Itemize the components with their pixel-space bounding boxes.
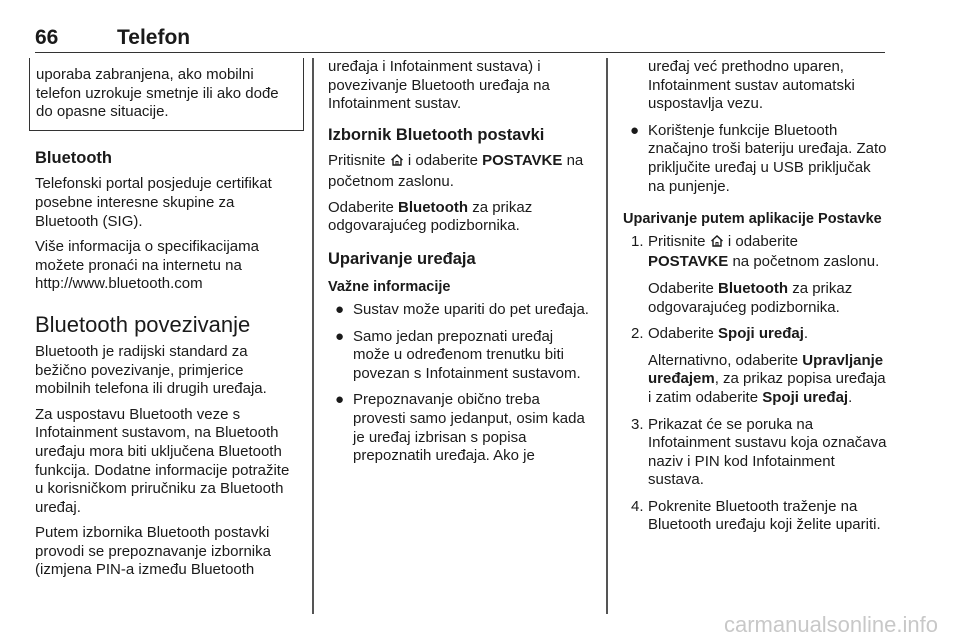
list-item-text: Samo jedan prepoznati uređaj može u određenom trenutku biti povezan s Infotainment sustavom. <box>353 327 581 382</box>
paragraph: Za uspostavu Bluetooth veze s Infotainment sustavom, na Bluetooth uređaju mora biti uključena Bluetooth funkcija. Dodatne informacije potražite u korisničkom priručniku za Bluetooth uređaj. <box>35 405 290 516</box>
text: Odaberite <box>648 279 714 297</box>
bold-text: POSTAVKE <box>482 152 563 170</box>
text: . <box>848 388 853 406</box>
app-pairing-heading: Uparivanje putem aplikacije Postavke <box>623 211 882 228</box>
step-text: Prikazat će se poruka na Infotainment sustavu koja označava naziv i PIN kod Infotainment sustava. <box>648 415 887 489</box>
column-1 <box>35 58 298 587</box>
step-number: 3. <box>631 415 644 433</box>
list-item-text: Korištenje funkcije Bluetooth značajno troši bateriju uređaja. Zato priključite uređaj u USB priključak na punjenje. <box>648 121 887 195</box>
important-heading: Važne informacije <box>328 279 451 296</box>
column-divider <box>606 58 608 614</box>
step-number: 1. <box>631 232 644 250</box>
paragraph: Putem izbornika Bluetooth postavki provodi se prepoznavanje izbornika (izmjena PIN-a između Bluetooth <box>35 524 271 579</box>
text: na početnom zaslonu. <box>328 152 584 190</box>
list-item-text: Sustav može upariti do pet uređaja. <box>353 300 589 318</box>
step-2-detail <box>623 352 888 408</box>
warning-text: uporaba zabranjena, ako mobilni telefon uzrokuje smetnje ili ako dođe do opasne situacije. <box>36 66 279 121</box>
text: Odaberite <box>648 325 714 343</box>
bullet-icon: ● <box>335 327 345 345</box>
home-icon <box>710 234 724 254</box>
list-item <box>328 301 590 320</box>
paragraph: Telefonski portal posjeduje certifikat posebne interesne skupine za Bluetooth (SIG). <box>35 175 272 230</box>
paragraph: Bluetooth je radijski standard za bežično povezivanje, primjerice mobilnih telefona ili drugih uređaja. <box>35 342 267 398</box>
column-3 <box>623 58 888 543</box>
pairing-heading: Uparivanje uređaja <box>328 249 476 268</box>
paragraph <box>328 152 590 191</box>
chapter-title: Telefon <box>117 26 191 49</box>
paragraph: Više informacija o specifikacijama možete pronaći na internetu na http://www.bluetooth.com <box>35 238 259 293</box>
text: . <box>803 325 809 343</box>
paragraph: uređaja i Infotainment sustava) i povezivanje Bluetooth uređaja na Infotainment sustav. <box>328 58 550 113</box>
home-icon <box>390 153 404 173</box>
bold-text: Upravljanje uređajem <box>648 351 884 388</box>
menu-heading: Izbornik Bluetooth postavki <box>328 125 545 144</box>
step-number: 2. <box>631 325 644 343</box>
step-4 <box>623 498 888 535</box>
text: i odaberite <box>407 152 478 170</box>
paragraph <box>328 199 590 236</box>
list-item <box>328 328 590 384</box>
bullet-icon: ● <box>630 121 640 139</box>
bold-text: Spoji uređaj <box>718 325 804 343</box>
list-item <box>328 391 590 465</box>
bold-text: POSTAVKE <box>648 253 729 271</box>
bold-text: Bluetooth <box>398 198 469 216</box>
section-heading: Bluetooth povezivanje <box>35 311 251 337</box>
text: za prikaz odgovarajućeg podizbornika. <box>648 279 853 316</box>
warning-box <box>29 58 304 131</box>
step-number: 4. <box>631 497 644 515</box>
bluetooth-heading: Bluetooth <box>35 148 112 167</box>
text: , za prikaz popisa uređaja i zatim odaberite <box>648 370 886 406</box>
step-1-detail <box>623 280 888 317</box>
watermark: carmanualsonline.info <box>723 612 938 637</box>
step-3 <box>623 416 888 490</box>
text: Pritisnite <box>648 232 706 250</box>
page-number: 66 <box>35 26 59 49</box>
text: za prikaz odgovarajućeg podizbornika. <box>328 198 533 235</box>
bold-text: Bluetooth <box>718 279 789 297</box>
bullet-icon: ● <box>335 300 345 318</box>
step-2 <box>623 325 888 344</box>
bullet-icon: ● <box>335 391 345 409</box>
list-item-continuation: uređaj već prethodno uparen, Infotainment sustav automatski uspostavlja vezu. <box>648 58 855 113</box>
list-item-text: Prepoznavanje obično treba provesti samo jedanput, osim kada je uređaj izbrisan s popisa prepoznatih uređaja. Ako je <box>353 391 585 465</box>
text: na početnom zaslonu. <box>732 253 880 271</box>
text: Alternativno, odaberite <box>648 351 799 369</box>
step-1 <box>623 233 888 272</box>
text: Odaberite <box>328 198 394 216</box>
list-item <box>623 122 888 196</box>
bold-text: Spoji uređaj <box>762 388 849 406</box>
page-header <box>35 18 885 53</box>
column-divider <box>312 58 314 614</box>
step-text: Pokrenite Bluetooth traženje na Bluetooth uređaju koji želite upariti. <box>648 497 881 534</box>
text: i odaberite <box>727 232 798 250</box>
text: Pritisnite <box>328 152 386 170</box>
column-2 <box>328 58 590 474</box>
